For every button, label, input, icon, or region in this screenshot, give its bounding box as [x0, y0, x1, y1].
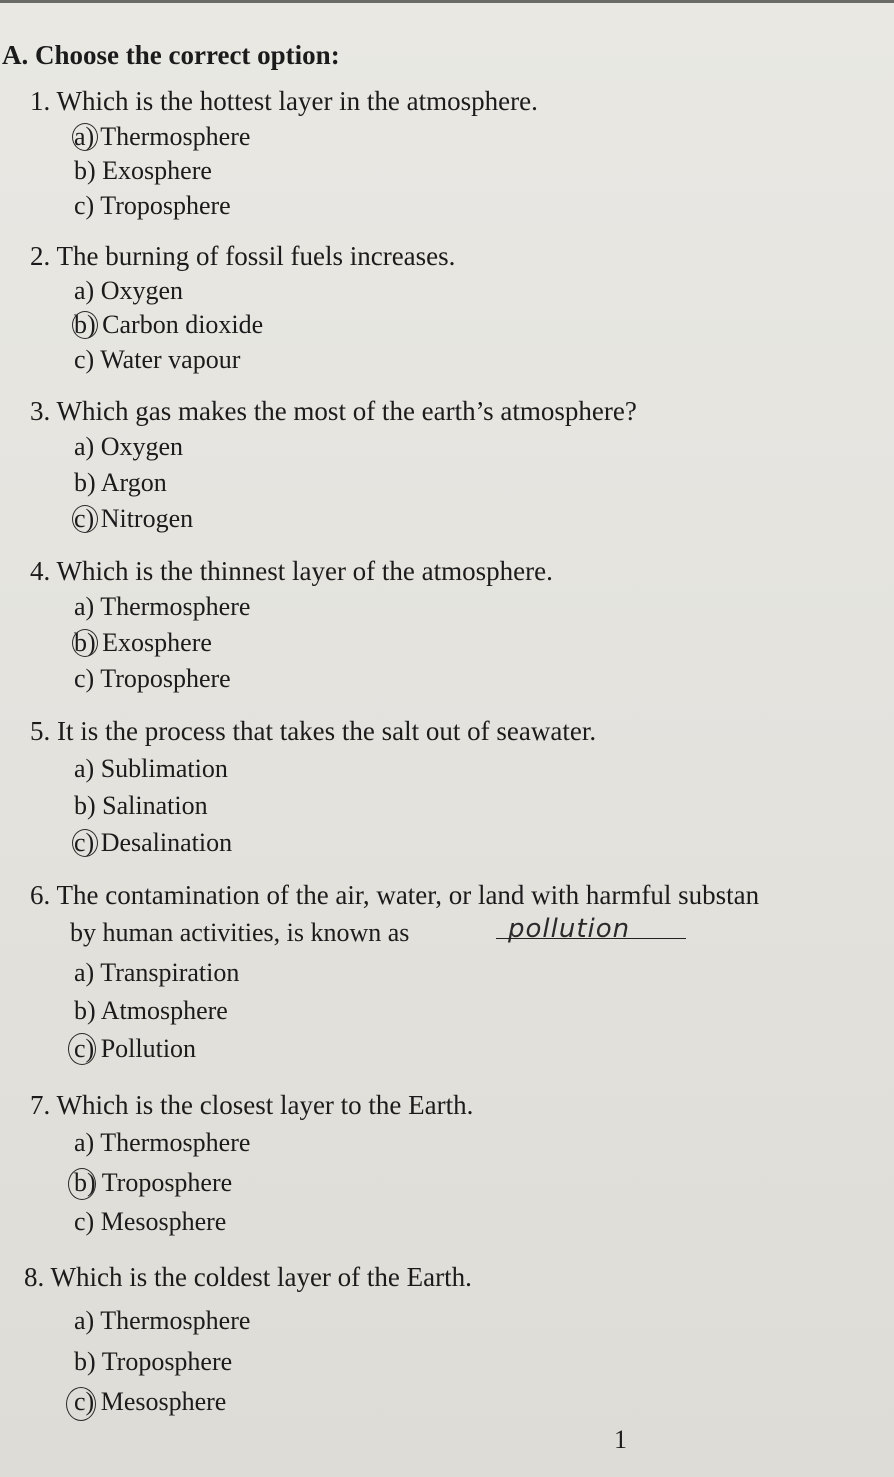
q4-option-b[interactable]: b) Exosphere: [74, 628, 212, 657]
question-3: 3. Which gas makes the most of the earth’s atmosphere?: [30, 396, 637, 426]
top-rule: [0, 0, 894, 3]
q7-option-b[interactable]: b) Troposphere: [74, 1168, 233, 1197]
question-8: 8. Which is the coldest layer of the Earth.: [24, 1262, 472, 1292]
answer-circle-mark: [72, 829, 98, 857]
q4-option-c[interactable]: c) Troposphere: [74, 664, 231, 693]
q2-option-a[interactable]: a) Oxygen: [74, 276, 184, 305]
q8-option-c[interactable]: c) Mesosphere: [74, 1387, 227, 1416]
q8-option-b[interactable]: b) Troposphere: [74, 1347, 233, 1376]
q6-option-a[interactable]: a) Transpiration: [74, 958, 240, 987]
question-1: 1. Which is the hottest layer in the atmosphere.: [30, 86, 538, 116]
q1-option-a[interactable]: a) Thermosphere: [74, 122, 251, 151]
q5-option-b[interactable]: b) Salination: [74, 791, 208, 820]
answer-circle-mark: [72, 311, 98, 339]
q5-option-c[interactable]: c) Desalination: [74, 828, 233, 857]
handwritten-answer: pollution: [508, 914, 631, 944]
question-4: 4. Which is the thinnest layer of the atmosphere.: [30, 556, 553, 586]
q3-option-c[interactable]: c) Nitrogen: [74, 504, 194, 533]
q3-option-a[interactable]: a) Oxygen: [74, 432, 184, 461]
q4-option-a[interactable]: a) Thermosphere: [74, 592, 251, 621]
answer-circle-mark: [66, 1387, 96, 1421]
q8-option-a[interactable]: a) Thermosphere: [74, 1306, 251, 1335]
question-2: 2. The burning of fossil fuels increases.: [30, 241, 456, 271]
q6-option-c[interactable]: c) Pollution: [74, 1034, 197, 1063]
question-6: 6. The contamination of the air, water, or land with harmful substan: [30, 880, 760, 910]
answer-circle-mark: [72, 123, 98, 151]
q1-option-c[interactable]: c) Troposphere: [74, 191, 231, 220]
answer-circle-mark: [72, 629, 98, 657]
answer-blank-line: [496, 938, 686, 939]
question-7: 7. Which is the closest layer to the Earth.: [30, 1090, 474, 1120]
question-5: 5. It is the process that takes the salt out of seawater.: [30, 716, 597, 746]
section-title: A. Choose the correct option:: [2, 40, 340, 70]
q5-option-a[interactable]: a) Sublimation: [74, 754, 228, 783]
q1-option-b[interactable]: b) Exosphere: [74, 156, 212, 185]
q2-option-c[interactable]: c) Water vapour: [74, 345, 241, 374]
q2-option-b[interactable]: b) Carbon dioxide: [74, 310, 264, 339]
answer-circle-mark: [68, 1168, 96, 1200]
q7-option-c[interactable]: c) Mesosphere: [74, 1207, 227, 1236]
question-6-continuation: by human activities, is known as: [70, 918, 410, 947]
page-number: 1: [614, 1425, 627, 1454]
q6-option-b[interactable]: b) Atmosphere: [74, 996, 228, 1025]
q3-option-b[interactable]: b) Argon: [74, 468, 167, 497]
answer-circle-mark: [72, 505, 98, 533]
answer-circle-mark: [68, 1033, 96, 1065]
q7-option-a[interactable]: a) Thermosphere: [74, 1128, 251, 1157]
